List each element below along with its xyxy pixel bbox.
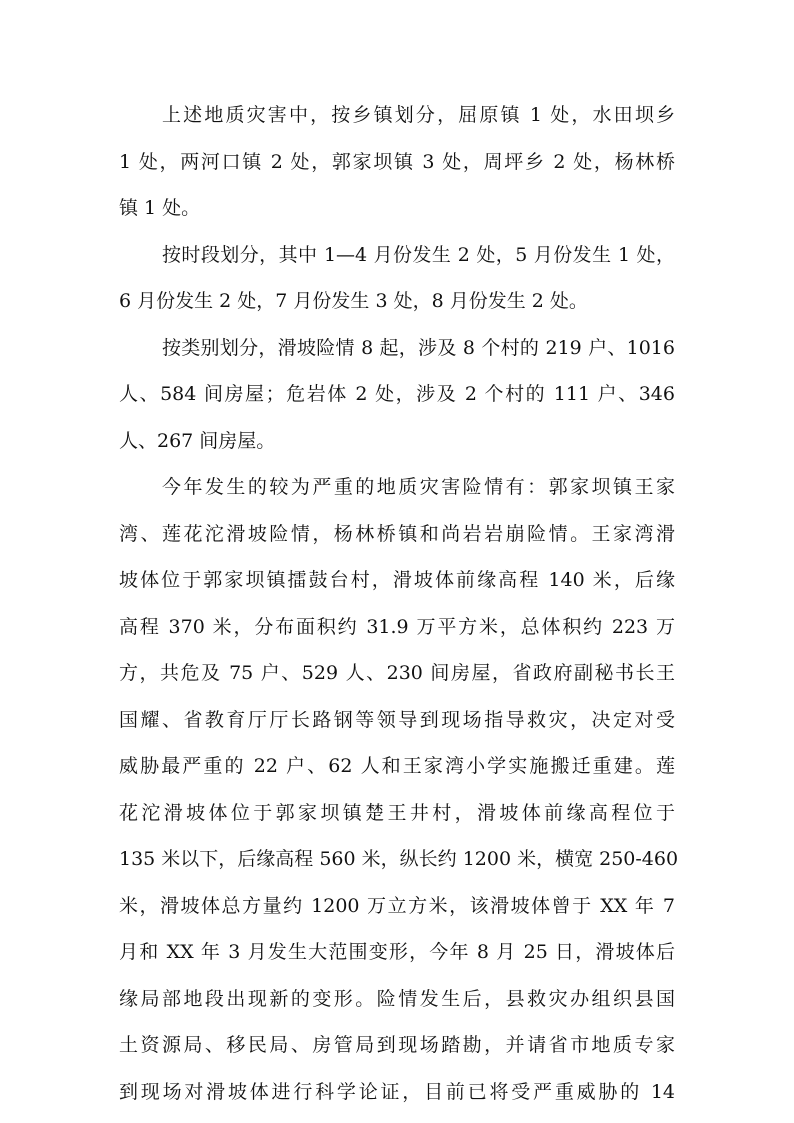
text-line: 高程 370 米，分布面积约 31.9 万平方米，总体积约 223 万	[119, 615, 675, 638]
text-line: 按类别划分，滑坡险情 8 起，涉及 8 个村的 219 户、1016	[162, 336, 675, 359]
text-line: 湾、莲花沱滑坡险情，杨林桥镇和尚岩岩崩险情。王家湾滑	[119, 522, 675, 545]
text-line: 威胁最严重的 22 户、62 人和王家湾小学实施搬迁重建。莲	[119, 755, 675, 777]
text-line: 135 米以下，后缘高程 560 米，纵长约 1200 米，横宽 250-460	[119, 848, 679, 870]
text-line: 人、584 间房屋；危岩体 2 处，涉及 2 个村的 111 户、346	[119, 383, 675, 405]
text-line: 米，滑坡体总方量约 1200 万立方米，该滑坡体曾于 XX 年 7	[119, 894, 675, 917]
text-line: 人、267 间房屋。	[119, 429, 276, 452]
text-line: 土资源局、移民局、房管局到现场踏勘，并请省市地质专家	[119, 1034, 675, 1056]
text-line: 上述地质灾害中，按乡镇划分，屈原镇 1 处，水田坝乡	[162, 104, 675, 126]
text-line: 花沱滑坡体位于郭家坝镇楚王井村，滑坡体前缘高程位于	[119, 801, 675, 824]
text-line: 1 处，两河口镇 2 处，郭家坝镇 3 处，周坪乡 2 处，杨林桥	[119, 150, 675, 173]
text-line: 按时段划分，其中 1—4 月份发生 2 处，5 月份发生 1 处，	[162, 243, 675, 266]
text-line: 方，共危及 75 户、529 人、230 间房屋，省政府副秘书长王	[119, 662, 675, 684]
text-line: 到现场对滑坡体进行科学论证，目前已将受严重威胁的 14	[119, 1080, 675, 1103]
document-body	[119, 92, 679, 1115]
text-line: 坡体位于郭家坝镇擂鼓台村，滑坡体前缘高程 140 米，后缘	[119, 569, 675, 591]
text-line: 国耀、省教育厅厅长路钢等领导到现场指导救灾，决定对受	[119, 708, 675, 731]
text-line: 镇 1 处。	[119, 197, 201, 219]
text-line: 缘局部地段出现新的变形。险情发生后，县救灾办组织县国	[119, 987, 675, 1010]
text-line: 月和 XX 年 3 月发生大范围变形，今年 8 月 25 日，滑坡体后	[119, 941, 675, 963]
text-line: 今年发生的较为严重的地质灾害险情有：郭家坝镇王家	[162, 476, 675, 498]
text-line: 6 月份发生 2 处，7 月份发生 3 处，8 月份发生 2 处。	[119, 290, 588, 312]
